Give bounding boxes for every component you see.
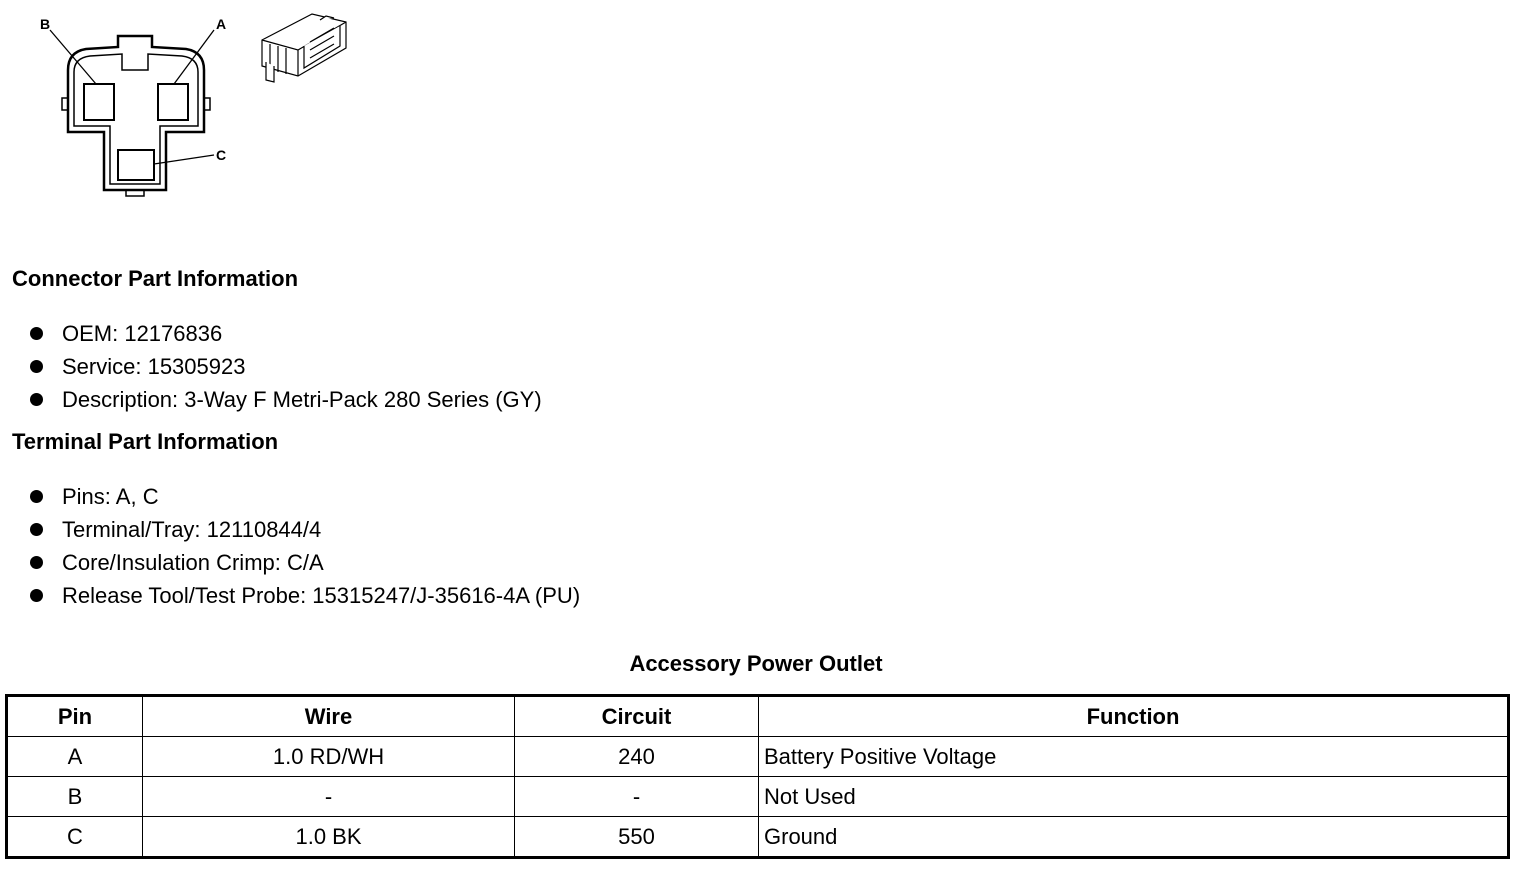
cavity-b — [84, 84, 114, 120]
pin-label-c: C — [216, 147, 227, 163]
pin-label-b: B — [40, 16, 51, 32]
cell-circuit: - — [515, 777, 759, 817]
cell-wire: 1.0 RD/WH — [143, 737, 515, 777]
cell-pin: B — [7, 777, 143, 817]
table-row — [7, 777, 1509, 817]
cell-circuit: 240 — [515, 737, 759, 777]
terminal-info-title: Terminal Part Information — [12, 429, 279, 454]
list-item — [28, 480, 580, 513]
terminal-pins: Pins: A, C — [62, 484, 159, 509]
bullet-icon — [30, 327, 43, 340]
list-item — [28, 513, 580, 546]
cell-circuit: 550 — [515, 817, 759, 858]
connector-service: Service: 15305923 — [62, 354, 246, 379]
header-wire: Wire — [143, 696, 515, 737]
table-caption: Accessory Power Outlet — [629, 651, 883, 676]
terminal-crimp: Core/Insulation Crimp: C/A — [62, 550, 324, 575]
connector-diagram — [0, 0, 400, 215]
pinout-table — [5, 694, 1510, 859]
cavity-c — [118, 150, 154, 180]
cell-function: Battery Positive Voltage — [759, 737, 1509, 777]
bullet-icon — [30, 490, 43, 503]
list-item — [28, 350, 542, 383]
connector-info-list — [28, 317, 542, 416]
header-pin: Pin — [7, 696, 143, 737]
connector-3d-icon — [262, 14, 346, 82]
list-item — [28, 317, 542, 350]
cavity-a — [158, 84, 188, 120]
header-circuit: Circuit — [515, 696, 759, 737]
connector-oem: OEM: 12176836 — [62, 321, 223, 346]
terminal-tray: Terminal/Tray: 12110844/4 — [62, 517, 322, 542]
table-header-row — [7, 696, 1509, 737]
bullet-icon — [30, 556, 43, 569]
list-item — [28, 546, 580, 579]
pin-label-a: A — [216, 16, 227, 32]
cell-wire: 1.0 BK — [143, 817, 515, 858]
bullet-icon — [30, 589, 43, 602]
list-item — [28, 383, 542, 416]
connector-face-view — [50, 30, 214, 196]
table-row — [7, 737, 1509, 777]
terminal-info-list — [28, 480, 580, 612]
cell-wire: - — [143, 777, 515, 817]
connector-description: Description: 3-Way F Metri-Pack 280 Series (GY) — [62, 387, 542, 412]
cell-function: Ground — [759, 817, 1509, 858]
table-row — [7, 817, 1509, 858]
terminal-release-tool: Release Tool/Test Probe: 15315247/J-35616-4A (PU) — [62, 583, 581, 608]
bullet-icon — [30, 360, 43, 373]
bullet-icon — [30, 523, 43, 536]
cell-pin: A — [7, 737, 143, 777]
list-item — [28, 579, 580, 612]
header-function: Function — [759, 696, 1509, 737]
bullet-icon — [30, 393, 43, 406]
cell-pin: C — [7, 817, 143, 858]
cell-function: Not Used — [759, 777, 1509, 817]
connector-info-title: Connector Part Information — [12, 266, 299, 291]
